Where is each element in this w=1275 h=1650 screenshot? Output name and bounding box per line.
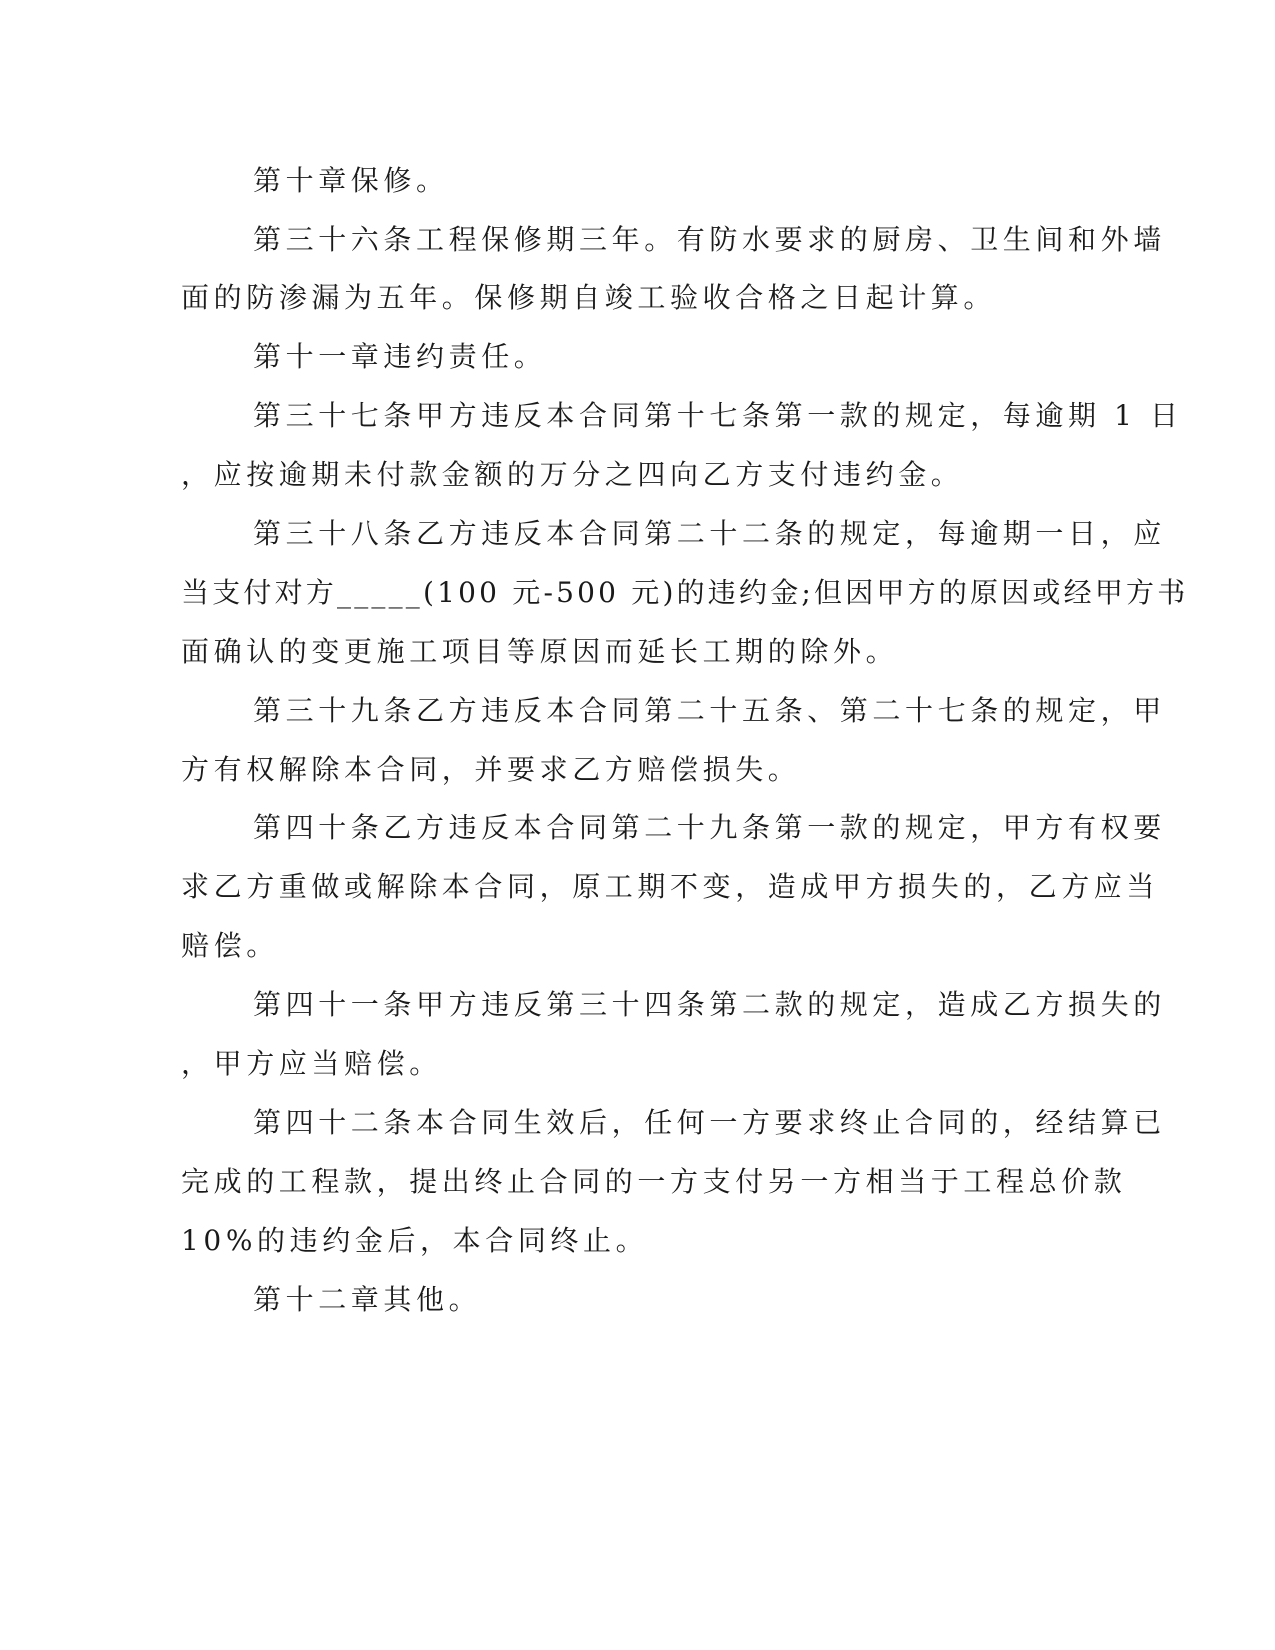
article-38-line-1: 第三十八条乙方违反本合同第二十二条的规定，每逾期一日，应 — [253, 517, 1166, 550]
article-42-line-2: 完成的工程款，提出终止合同的一方支付另一方相当于工程总价款 — [181, 1165, 1127, 1198]
article-41-line-2: ，甲方应当赔偿。 — [181, 1047, 442, 1080]
article-42-line-3: 10%的违约金后，本合同终止。 — [181, 1224, 649, 1257]
chapter-12-heading: 第十二章其他。 — [253, 1283, 482, 1316]
article-39-line-1: 第三十九条乙方违反本合同第二十五条、第二十七条的规定，甲 — [253, 694, 1166, 727]
article-42-line-1: 第四十二条本合同生效后，任何一方要求终止合同的，经结算已 — [253, 1106, 1166, 1139]
article-36-line-2: 面的防渗漏为五年。保修期自竣工验收合格之日起计算。 — [181, 281, 997, 314]
article-36-line-1: 第三十六条工程保修期三年。有防水要求的厨房、卫生间和外墙 — [253, 223, 1166, 256]
article-38-line-3: 面确认的变更施工项目等原因而延长工期的除外。 — [181, 635, 899, 668]
article-38-line-2: 当支付对方_____(100 元-500 元)的违约金;但因甲方的原因或经甲方书 — [181, 576, 1189, 609]
article-39-line-2: 方有权解除本合同，并要求乙方赔偿损失。 — [181, 753, 801, 786]
chapter-10-heading: 第十章保修。 — [253, 164, 449, 197]
article-40-line-2: 求乙方重做或解除本合同，原工期不变，造成甲方损失的，乙方应当 — [181, 870, 1160, 903]
article-40-line-1: 第四十条乙方违反本合同第二十九条第一款的规定，甲方有权要 — [253, 811, 1166, 844]
chapter-11-heading: 第十一章违约责任。 — [253, 340, 547, 373]
article-37-line-2: ，应按逾期未付款金额的万分之四向乙方支付违约金。 — [181, 458, 964, 491]
article-40-line-3: 赔偿。 — [181, 929, 279, 962]
article-41-line-1: 第四十一条甲方违反第三十四条第二款的规定，造成乙方损失的 — [253, 988, 1166, 1021]
article-37-line-1: 第三十七条甲方违反本合同第十七条第一款的规定，每逾期 1 日 — [253, 399, 1183, 432]
